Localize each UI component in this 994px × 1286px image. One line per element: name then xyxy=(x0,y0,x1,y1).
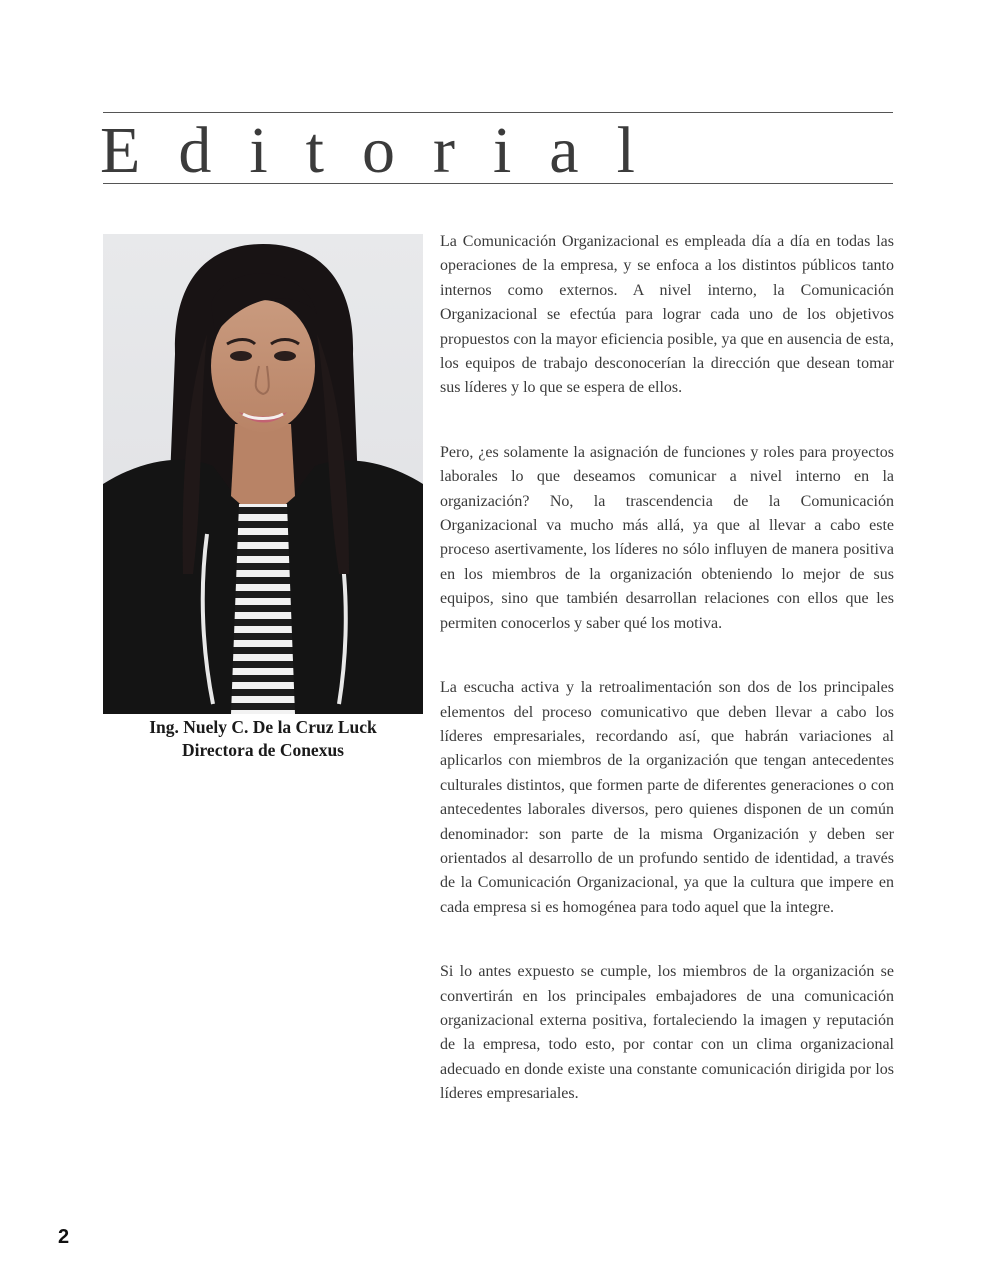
author-name: Ing. Nuely C. De la Cruz Luck xyxy=(149,717,377,737)
portrait-caption xyxy=(103,716,423,762)
author-portrait xyxy=(103,234,423,714)
page-number: 2 xyxy=(58,1226,70,1248)
header-rule-bottom xyxy=(103,183,893,184)
page-title: Editorial xyxy=(100,114,673,187)
author-role: Directora de Conexus xyxy=(181,740,344,760)
paragraph-2: Pero, ¿es solamente la asignación de funciones y roles para proyectos laborales lo que deseamos comunicar a nivel interno en la organización? No, la trascendencia de la Comunicación Organizacional va mucho más allá, ya que al llevar a cabo este proceso asertivamente, los líderes no sólo influyen de manera positiva en los miembros de la organización obteniendo lo mejor de sus equipos, sino que también desarrollan relaciones con ellos que les permiten conocerlos y saber qué los motiva. xyxy=(440,443,894,632)
editorial-body xyxy=(440,230,894,1147)
paragraph-4: Si lo antes expuesto se cumple, los miembros de la organización se convertirán en los principales embajadores de una comunicación organizacional externa positiva, fortaleciendo la imagen y reputación de la empresa, todo esto, por contar con un clima organizacional adecuado en donde existe una constante comunicación dirigida por los líderes empresariales. xyxy=(440,963,894,1103)
paragraph-3: La escucha activa y la retroalimentación son dos de los principales elementos del proceso comunicativo que deben llevar a cabo los líderes empresariales, recordando así, que habrán variaciones al aplicarlos con miembros de la organización que tengan antecedentes culturales distintos, que formen parte de diferentes generaciones o con antecedentes laborales diversos, pero quienes disponen de un común denominador: son parte de la misma Organización y deben ser orientados al desarrollo de un profundo sentido de identidad, a través de la Comunicación Organizacional, ya que la cultura que impere en cada empresa si es homogénea para todo aquel que la integre. xyxy=(440,679,894,916)
paragraph-1: La Comunicación Organizacional es empleada día a día en todas las operaciones de la empresa, y se enfoca a los distintos públicos tanto internos como externos. A nivel interno, la Comunicación Organizacional se efectúa para lograr cada uno de los objetivos propuestos con la mayor eficiencia posible, ya que en ausencia de esta, los equipos de trabajo desconocerían la dirección que desean tomar sus líderes y lo que se espera de ellos. xyxy=(440,233,894,397)
